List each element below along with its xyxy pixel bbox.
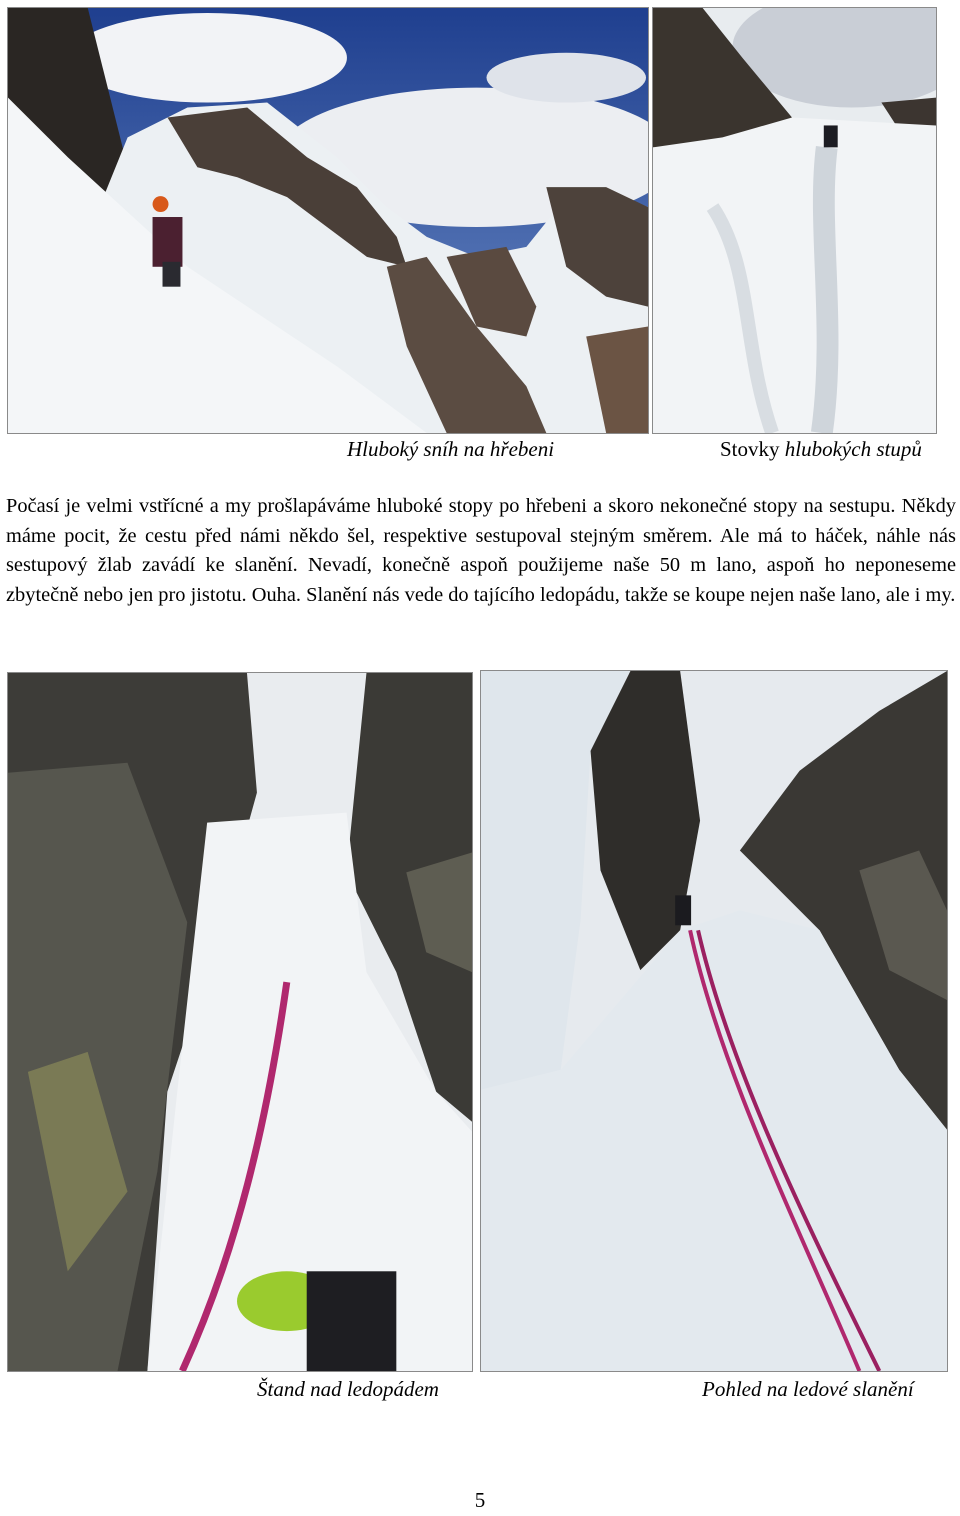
body-paragraph: Počasí je velmi vstřícné a my prošlapáváme hluboké stopy po hřebeni a skoro nekonečné stopy na sestupu. Někdy máme pocit, že cestu před námi někdo šel, respektive sestupoval stejným směrem. Ale má to háček, náhle nás sestupový žlab zavádí ke slanění. Nevadí, konečně aspoň použijeme naše 50 m lano, aspoň ho neponeseme zbytečně nebo jen pro jistotu. Ouha. Slanění nás vede do tajícího ledopádu, takže se koupe nejen naše lano, ale i my. xyxy=(6,495,956,606)
page-number: 5 xyxy=(474,1488,486,1512)
caption-photo-3: Štand nad ledopádem xyxy=(257,1377,439,1401)
caption-photo-2: Stovky hlubokých stupů xyxy=(720,437,922,461)
photo-ice-abseil xyxy=(480,670,948,1372)
photo-deep-steps xyxy=(652,7,937,434)
caption-photo-4: Pohled na ledové slanění xyxy=(702,1377,914,1401)
photo-snowy-ridge xyxy=(7,7,649,434)
caption-photo-1: Hluboký sníh na hřebeni xyxy=(347,437,555,461)
photo-belay-above-icefall xyxy=(7,672,473,1372)
